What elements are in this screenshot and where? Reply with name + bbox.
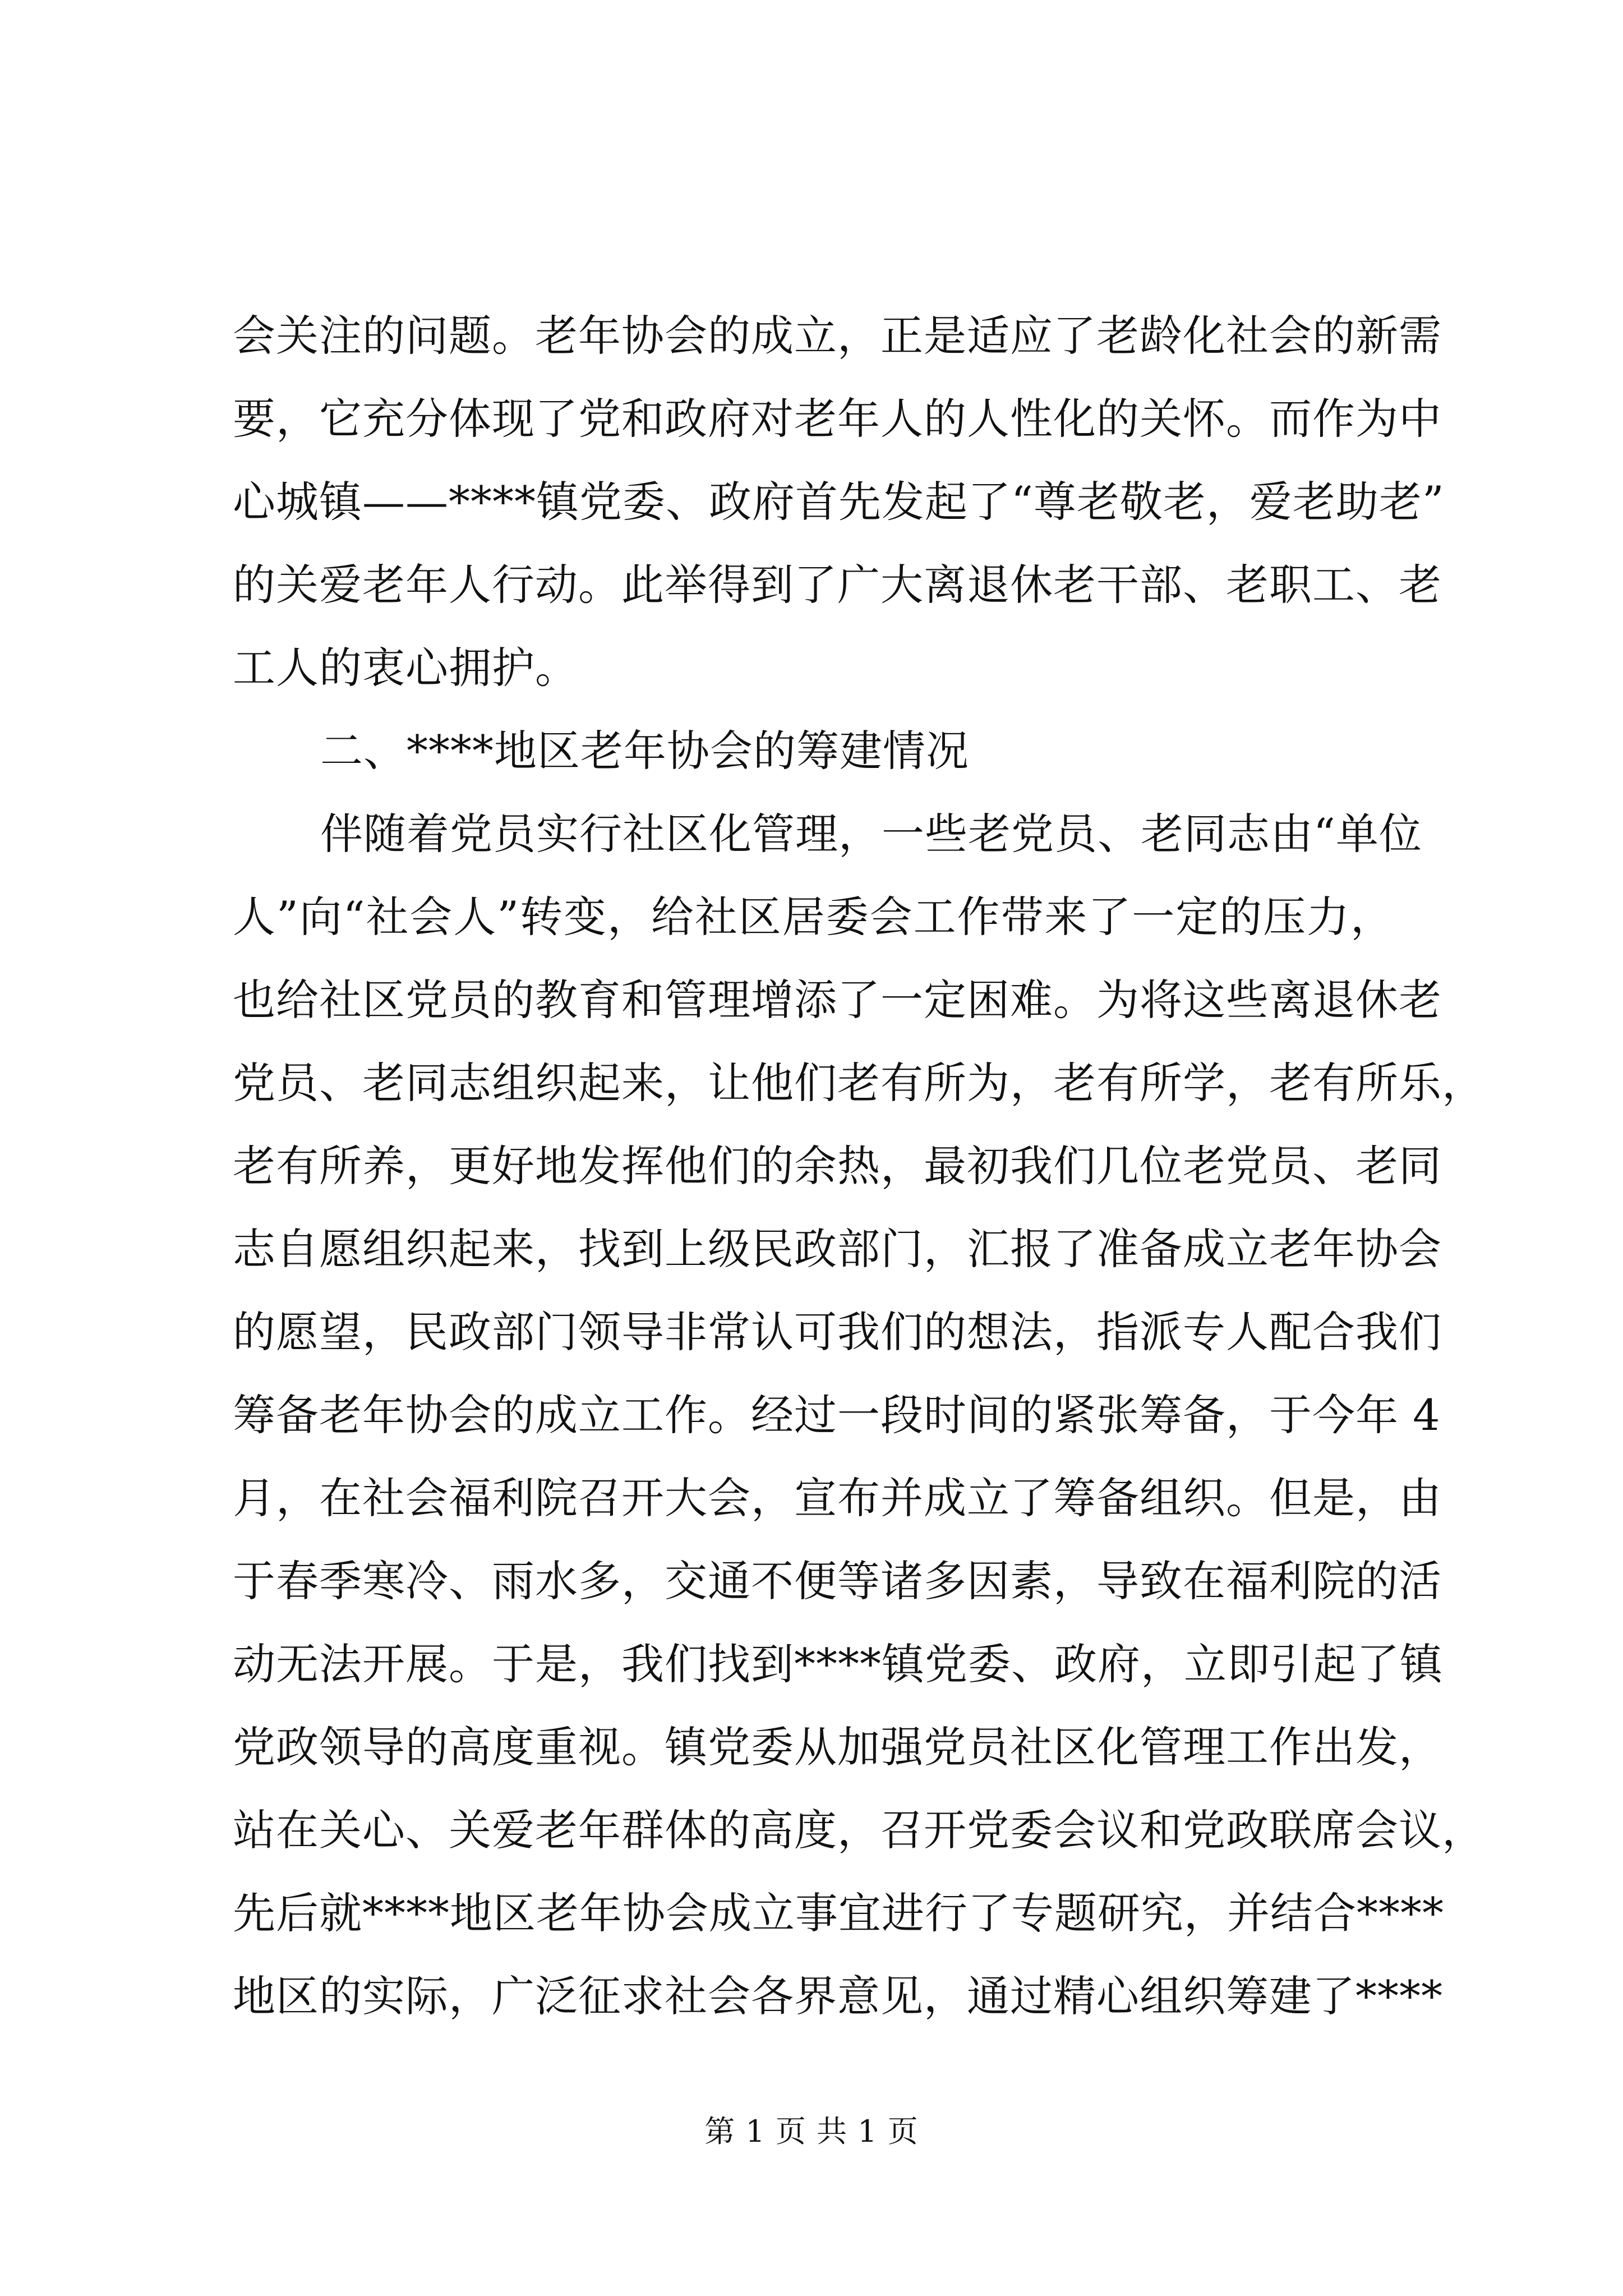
text-line: 的关爱老年人行动。此举得到了广大离退休老干部、老职工、老: [233, 560, 1442, 610]
text-line: 党员、老同志组织起来，让他们老有所为，老有所学，老有所乐，: [233, 1058, 1485, 1108]
section-heading: 二、****地区老年协会的筹建情况: [320, 726, 969, 776]
text-line: 的愿望，民政部门领导非常认可我们的想法，指派专人配合我们: [233, 1307, 1442, 1357]
text-line: 动无法开展。于是，我们找到****镇党委、政府，立即引起了镇: [233, 1639, 1443, 1689]
text-line: 伴随着党员实行社区化管理，一些老党员、老同志由“单位: [320, 809, 1422, 859]
text-line: 先后就****地区老年协会成立事宜进行了专题研究，并结合****: [233, 1888, 1444, 1938]
text-line: 老有所养，更好地发挥他们的余热，最初我们几位老党员、老同: [233, 1141, 1442, 1191]
text-line: 人”向“社会人”转变，给社区居委会工作带来了一定的压力，: [233, 892, 1394, 942]
text-line: 心城镇——****镇党委、政府首先发起了“尊老敬老，爱老助老”: [233, 477, 1445, 527]
text-line: 站在关心、关爱老年群体的高度，召开党委会议和党政联席会议，: [233, 1805, 1485, 1855]
text-line: 也给社区党员的教育和管理增添了一定困难。为将这些离退休老: [233, 975, 1442, 1025]
text-line: 于春季寒冷、雨水多，交通不便等诸多因素，导致在福利院的活: [233, 1556, 1442, 1606]
page-number-footer: 第 1 页 共 1 页: [704, 2114, 919, 2149]
text-line: 会关注的问题。老年协会的成立，正是适应了老龄化社会的新需: [233, 311, 1442, 361]
body-text: [233, 295, 1485, 2038]
text-line: 党政领导的高度重视。镇党委从加强党员社区化管理工作出发，: [233, 1722, 1442, 1772]
text-line: 月，在社会福利院召开大会，宣布并成立了筹备组织。但是，由: [233, 1473, 1442, 1523]
text-line: 筹备老年协会的成立工作。经过一段时间的紧张筹备，于今年 4: [233, 1390, 1441, 1440]
text-line: 志自愿组织起来，找到上级民政部门，汇报了准备成立老年协会: [233, 1224, 1442, 1274]
text-line: 要，它充分体现了党和政府对老年人的人性化的关怀。而作为中: [233, 394, 1442, 444]
text-line: 地区的实际，广泛征求社会各界意见，通过精心组织筹建了****: [233, 1971, 1443, 2021]
text-line: 工人的衷心拥护。: [233, 643, 578, 693]
